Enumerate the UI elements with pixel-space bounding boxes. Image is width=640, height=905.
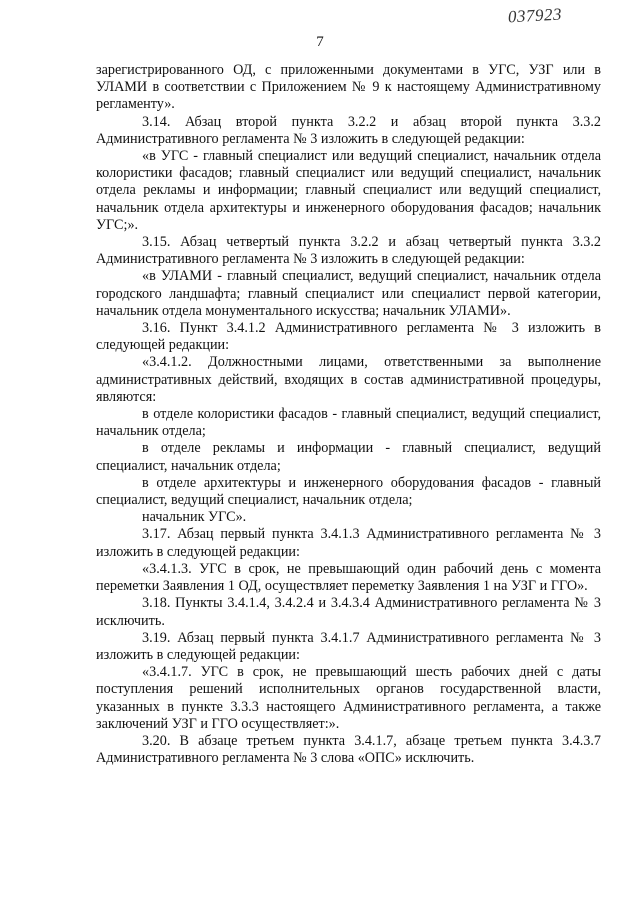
- page-number: 7: [316, 34, 324, 50]
- paragraph-3-16-quote: «3.4.1.2. Должностными лицами, ответственными за выполнение административных действий, входящих в состав административной процедуры, являются:: [96, 354, 601, 405]
- paragraph-1: зарегистрированного ОД, с приложенными документами в УГС, УЗГ или в УЛАМИ в соответствии с Приложением № 9 к настоящему Административному регламенту».: [96, 62, 601, 113]
- paragraph-3-16: 3.16. Пункт 3.4.1.2 Административного регламента № 3 изложить в следующей редакции:: [96, 320, 601, 354]
- paragraph-3-19: 3.19. Абзац первый пункта 3.4.1.7 Административного регламента № 3 изложить в следующей редакции:: [96, 629, 601, 663]
- list-item-architecture: в отделе архитектуры и инженерного оборудования фасадов - главный специалист, ведущий специалист, начальник отдела;: [96, 474, 601, 509]
- paragraph-3-18: 3.18. Пункты 3.4.1.4, 3.4.2.4 и 3.4.3.4 Административного регламента № 3 исключить.: [96, 595, 601, 629]
- paragraph-3-20: 3.20. В абзаце третьем пункта 3.4.1.7, абзаце третьем пункта 3.4.3.7 Административного регламента № 3 слова «ОПС» исключить.: [96, 732, 601, 767]
- paragraph-3-15: 3.15. Абзац четвертый пункта 3.2.2 и абзац четвертый пункта 3.3.2 Административного регламента № 3 изложить в следующей редакции:: [96, 234, 601, 268]
- list-item-coloristics: в отделе колористики фасадов - главный специалист, ведущий специалист, начальник отдела;: [96, 406, 601, 440]
- document-body: [96, 62, 601, 767]
- paragraph-3-19-quote: «3.4.1.7. УГС в срок, не превышающий шесть рабочих дней с даты поступления решений исполнительных органов государственной власти, указанных в пункте 3.3.3 настоящего Административного регламента, а также заключений УЗГ и ГГО осуществляет:».: [96, 664, 601, 732]
- paragraph-3-14-quote: «в УГС - главный специалист или ведущий специалист, начальник отдела колористики фасадов; главный специалист или ведущий специалист, начальник отдела рекламы и информации; главный специалист или ведущий специалист, начальник отдела архитектуры и инженерного оборудования фасадов; начальник УГС;».: [96, 148, 601, 233]
- registration-stamp: 037923: [507, 4, 563, 27]
- paragraph-3-15-quote: «в УЛАМИ - главный специалист, ведущий специалист, начальник отдела городского ландшафта; главный специалист или специалист первой категории, начальник отдела монументального искусства; начальник УЛАМИ».: [96, 268, 601, 319]
- paragraph-3-17-quote: «3.4.1.3. УГС в срок, не превышающий один рабочий день с момента переметки Заявления 1 ОД, осуществляет переметку Заявления 1 на УЗГ и ГГО».: [96, 560, 601, 595]
- list-item-head-ugs: начальник УГС».: [142, 509, 247, 526]
- list-item-advertising: в отделе рекламы и информации - главный специалист, ведущий специалист, начальник отдела;: [96, 440, 601, 474]
- paragraph-3-14: 3.14. Абзац второй пункта 3.2.2 и абзац второй пункта 3.3.2 Административного регламента № 3 изложить в следующей редакции:: [96, 113, 601, 147]
- paragraph-3-17: 3.17. Абзац первый пункта 3.4.1.3 Административного регламента № 3 изложить в следующей редакции:: [96, 526, 601, 560]
